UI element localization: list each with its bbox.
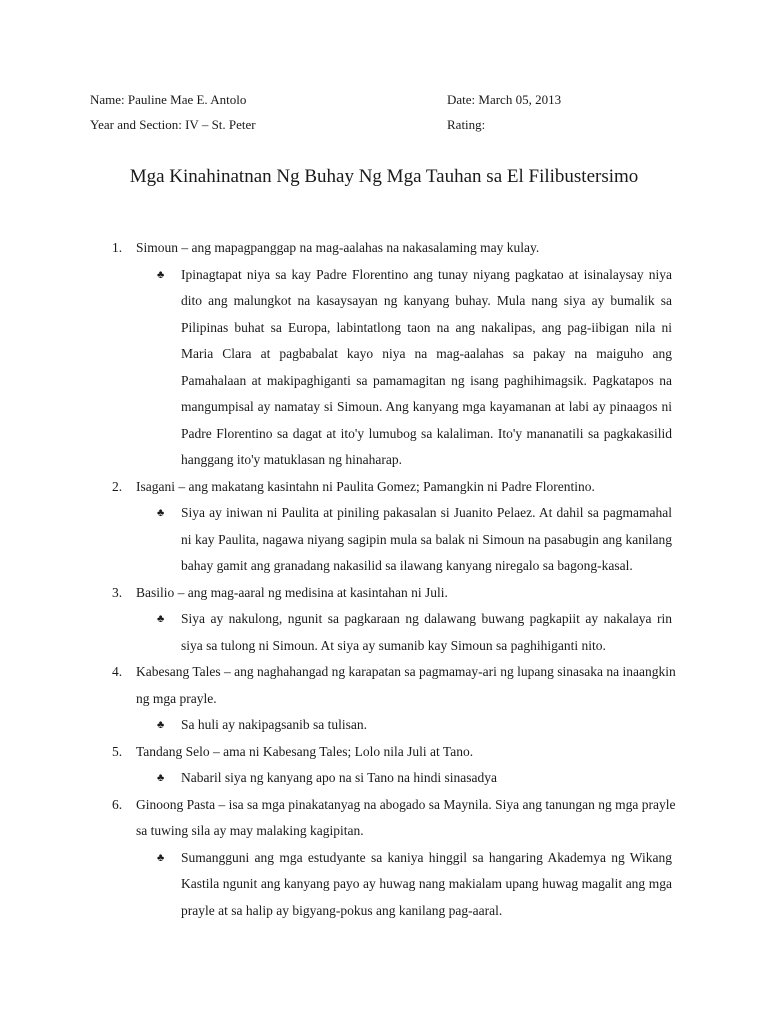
list-item — [0, 739, 768, 766]
bullet-text: Sa huli ay nakipagsanib sa tulisan. — [181, 717, 367, 732]
item-number: 4. — [112, 664, 123, 679]
club-bullet-icon: ♣ — [157, 851, 165, 864]
item-number: 1. — [112, 240, 123, 255]
item-heading: Simoun – ang mapagpanggap na mag-aalahas na nakasalaming may kulay. — [136, 240, 540, 255]
club-bullet-icon: ♣ — [157, 268, 165, 281]
list-item — [0, 580, 768, 607]
list-item — [0, 474, 768, 501]
club-bullet-icon: ♣ — [157, 719, 165, 731]
sub-bullet — [0, 765, 768, 792]
rating-label: Rating: — [447, 117, 486, 132]
sub-bullet — [0, 262, 768, 474]
sub-bullet — [0, 606, 768, 659]
sub-bullet — [0, 712, 768, 739]
sub-bullet — [0, 500, 768, 580]
item-number: 2. — [112, 478, 123, 494]
list-item — [0, 792, 768, 845]
page-title: Mga Kinahinatnan Ng Buhay Ng Mga Tauhan sa El Filibustersimo — [129, 166, 639, 187]
bullet-text: Sumangguni ang mga estudyante sa kaniya hinggil sa hangaring Akademya ng Wikang Kastila ngunit ang kanyang payo ay huwag nang makialam upang huwag magalit ang mga prayle at sa halip ay bigyang-pokus ang kanilang pag-aaral. — [181, 849, 672, 918]
item-heading: Isagani – ang makatang kasintahn ni Paulita Gomez; Pamangkin ni Padre Florentino. — [136, 478, 595, 494]
item-heading: Ginoong Pasta – isa sa mga pinakatanyag na abogado sa Maynila. Siya ang tanungan ng mga prayle sa tuwing sila ay may malaking kagipitan. — [136, 796, 676, 838]
item-number: 5. — [112, 743, 123, 759]
club-bullet-icon: ♣ — [157, 613, 165, 625]
item-number: 6. — [112, 796, 123, 812]
character-list — [0, 235, 768, 924]
list-item — [0, 659, 768, 712]
submission-date: Date: March 05, 2013 — [447, 92, 562, 107]
item-heading: Tandang Selo – ama ni Kabesang Tales; Lolo nila Juli at Tano. — [136, 743, 474, 759]
item-heading: Basilio – ang mag-aaral ng medisina at kasintahan ni Juli. — [136, 584, 448, 600]
sub-bullet — [0, 845, 768, 925]
bullet-text: Siya ay nakulong, ngunit sa pagkaraan ng dalawang buwang pagkapiit ay nakalaya rin siya sa tulong ni Simoun. At siya ay sumanib kay Simoun sa paghihiganti nito. — [181, 611, 672, 653]
club-bullet-icon: ♣ — [157, 507, 165, 519]
bullet-text: Nabaril siya ng kanyang apo na si Tano na hindi sinasadya — [181, 770, 497, 785]
bullet-text: Siya ay iniwan ni Paulita at piniling pakasalan si Juanito Pelaez. At dahil sa pagmamahal ni kay Paulita, nagawa niyang sagipin mula sa balak ni Simoun na pasabugin ang kanilang bahay gamit ang granadang nakasilid sa ilawang kanyang niregalo sa bagong-kasal. — [181, 505, 672, 573]
bullet-text: Ipinagtapat niya sa kay Padre Florentino ang tunay niyang pagkatao at isinalaysay niya dito ang malungkot na kasaysayan ng kanyang buhay. Mula nang siya ay bumalik sa Pilipinas buhat sa Europa, labintatlong taon na ang nakalipas, ang pag-iibigan nila ni Maria Clara at pagbabalat kayo niya na mag-aalahas sa pakay na maiguho ang Pamahalaan at makipaghiganti sa pamamagitan ng isang paghihimagsik. Pagkatapos na mangumpisal ay namatay si Simoun. Ang kanyang mga kayamanan at labi ay pinaagos ni Padre Florentino sa dagat at ito'y lumubog sa kalaliman. Ito'y mananatili sa pagkakasilid hanggang ito'y matuklasan ng hinaharap. — [181, 266, 672, 467]
year-and-section: Year and Section: IV – St. Peter — [90, 117, 256, 132]
list-item — [0, 235, 768, 262]
student-name: Name: Pauline Mae E. Antolo — [90, 92, 247, 107]
club-bullet-icon: ♣ — [157, 772, 165, 784]
item-number: 3. — [112, 584, 123, 600]
item-heading: Kabesang Tales – ang naghahangad ng karapatan sa pagmamay-ari ng lupang sinasaka na inaangkin ng mga prayle. — [136, 664, 676, 706]
